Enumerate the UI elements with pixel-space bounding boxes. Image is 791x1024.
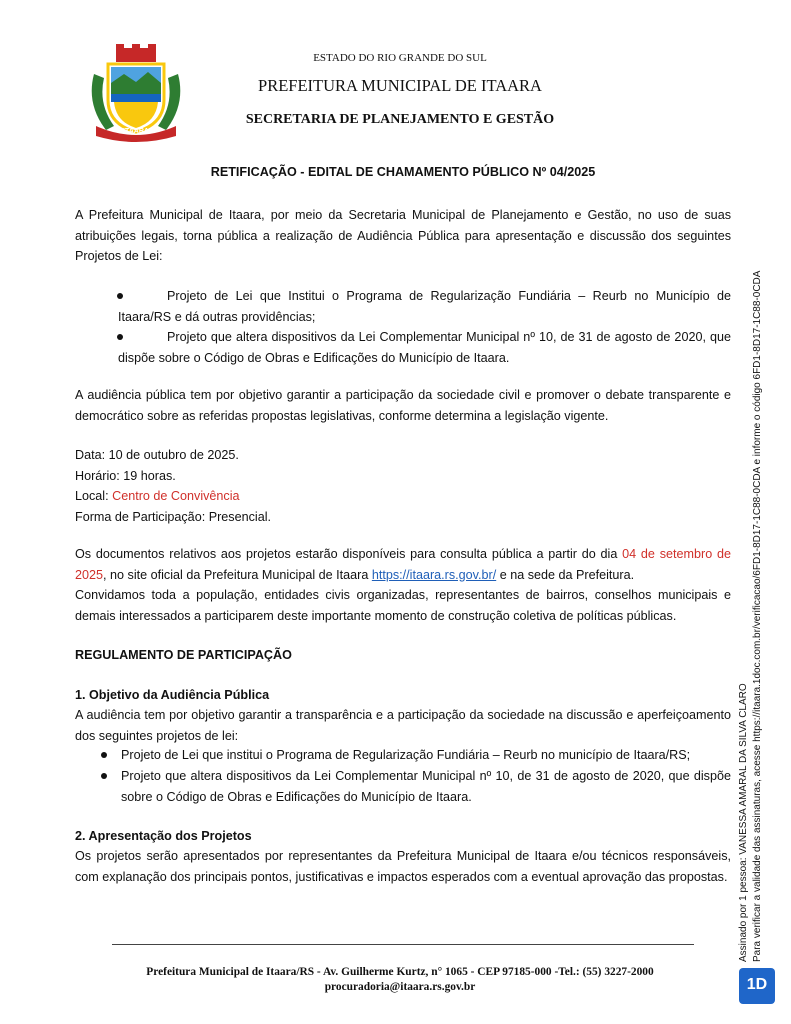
place-value: Centro de Convivência <box>112 489 240 504</box>
section-1-text: A audiência tem por objetivo garantir a transparência e a participação da sociedade na discussão e aperfeiçoamento dos seguintes projetos de lei: <box>75 708 731 743</box>
1doc-seal-icon <box>739 968 775 1004</box>
signature-notice: Assinado por 1 pessoa: VANESSA AMARAL DA SILVA CLARO <box>738 683 749 962</box>
event-details <box>75 445 731 527</box>
bullet-icon <box>101 752 107 758</box>
intro-paragraph <box>75 205 731 267</box>
section-1-item-2: Projeto que altera dispositivos da Lei Complementar Municipal nº 10, de 31 de agosto de 2020, que dispõe sobre o Código de Obras e Edificações do Município de Itaara. <box>121 769 731 804</box>
documents-text-part3: e na sede da Prefeitura. <box>496 567 635 582</box>
place-label: Local: <box>75 489 113 504</box>
municipal-crest <box>84 44 188 142</box>
secretariat-name: SECRETARIA DE PLANEJAMENTO E GESTÃO <box>245 112 555 127</box>
regulation-heading: REGULAMENTO DE PARTICIPAÇÃO <box>75 648 292 662</box>
section-1-heading: 1. Objetivo da Audiência Pública <box>75 688 270 702</box>
section-1-item-1: Projeto de Lei que institui o Programa de Regularização Fundiária – Reurb no município de Itaara/RS; <box>121 748 691 762</box>
footer-address: Prefeitura Municipal de Itaara/RS - Av. Guilherme Kurtz, n° 1065 - CEP 97185-000 -Tel.: (55) 3227-2000 <box>146 966 654 978</box>
documents-text <box>75 544 731 585</box>
website-link[interactable]: https://itaara.rs.gov.br/ <box>371 567 497 582</box>
bullet-icon <box>101 773 107 779</box>
footer-divider <box>112 944 694 945</box>
invitation-text: Convidamos toda a população, entidades civis organizadas, representantes de bairros, conselhos municipais e demais interessados a participarem deste importante momento de construção coletiva de políticas públicas. <box>75 588 731 623</box>
event-place <box>75 486 731 507</box>
seal-label: 1D <box>746 976 768 993</box>
section-2-heading: 2. Apresentação dos Projetos <box>75 829 252 843</box>
document-title: RETIFICAÇÃO - EDITAL DE CHAMAMENTO PÚBLICO Nº 04/2025 <box>210 165 596 179</box>
verification-notice[interactable]: Para verificar a validade das assinaturas, acesse https://itaara.1doc.com.br/verificacao/6FD1-8D17-1C88-0CDA e informe o código 6FD1-8D17-1C88-0CDA <box>752 270 763 962</box>
prefecture-name: PREFEITURA MUNICIPAL DE ITAARA <box>258 76 542 95</box>
purpose-text: A audiência pública tem por objetivo garantir a participação da sociedade civil e promover o debate transparente e democrático sobre as referidas propostas legislativas, conforme determina a legislação vigente. <box>75 388 731 423</box>
documents-text-part1: Os documentos relativos aos projetos estarão disponíveis para consulta pública a partir do dia <box>75 547 623 561</box>
participation-form: Forma de Participação: Presencial. <box>75 509 271 524</box>
event-time: Horário: 19 horas. <box>75 468 176 483</box>
project-item-2: Projeto que altera dispositivos da Lei Complementar Municipal nº 10, de 31 de agosto de 2020, que dispõe sobre o Código de Obras e Edificações do Município de Itaara. <box>118 330 731 365</box>
purpose-paragraph <box>75 385 731 426</box>
state-name: ESTADO DO RIO GRANDE DO SUL <box>313 52 487 64</box>
intro-text: A Prefeitura Municipal de Itaara, por meio da Secretaria Municipal de Planejamento e Gestão, no uso de suas atribuições legais, torna pública a realização de Audiência Pública para apresentação e discussão dos seguintes Projetos de Lei: <box>75 208 731 264</box>
event-date: Data: 10 de outubro de 2025. <box>75 448 239 462</box>
availability-date: 04 de setembro de 2025 <box>75 547 731 582</box>
section-2-text: Os projetos serão apresentados por representantes da Prefeitura Municipal de Itaara e/ou técnicos responsáveis, com explanação dos principais pontos, justificativas e impactos esperados com a eventual aprovação das propostas. <box>75 849 731 884</box>
crest-label: ITAARA <box>123 128 149 135</box>
documents-text-part2: , no site oficial da Prefeitura Municipal de Itaara <box>103 567 372 582</box>
footer-email: procuradoria@itaara.rs.gov.br <box>324 981 476 993</box>
project-item-1: Projeto de Lei que Institui o Programa de Regularização Fundiária – Reurb no Município de Itaara/RS e dá outras providências; <box>118 289 731 324</box>
documents-paragraph <box>75 544 731 626</box>
